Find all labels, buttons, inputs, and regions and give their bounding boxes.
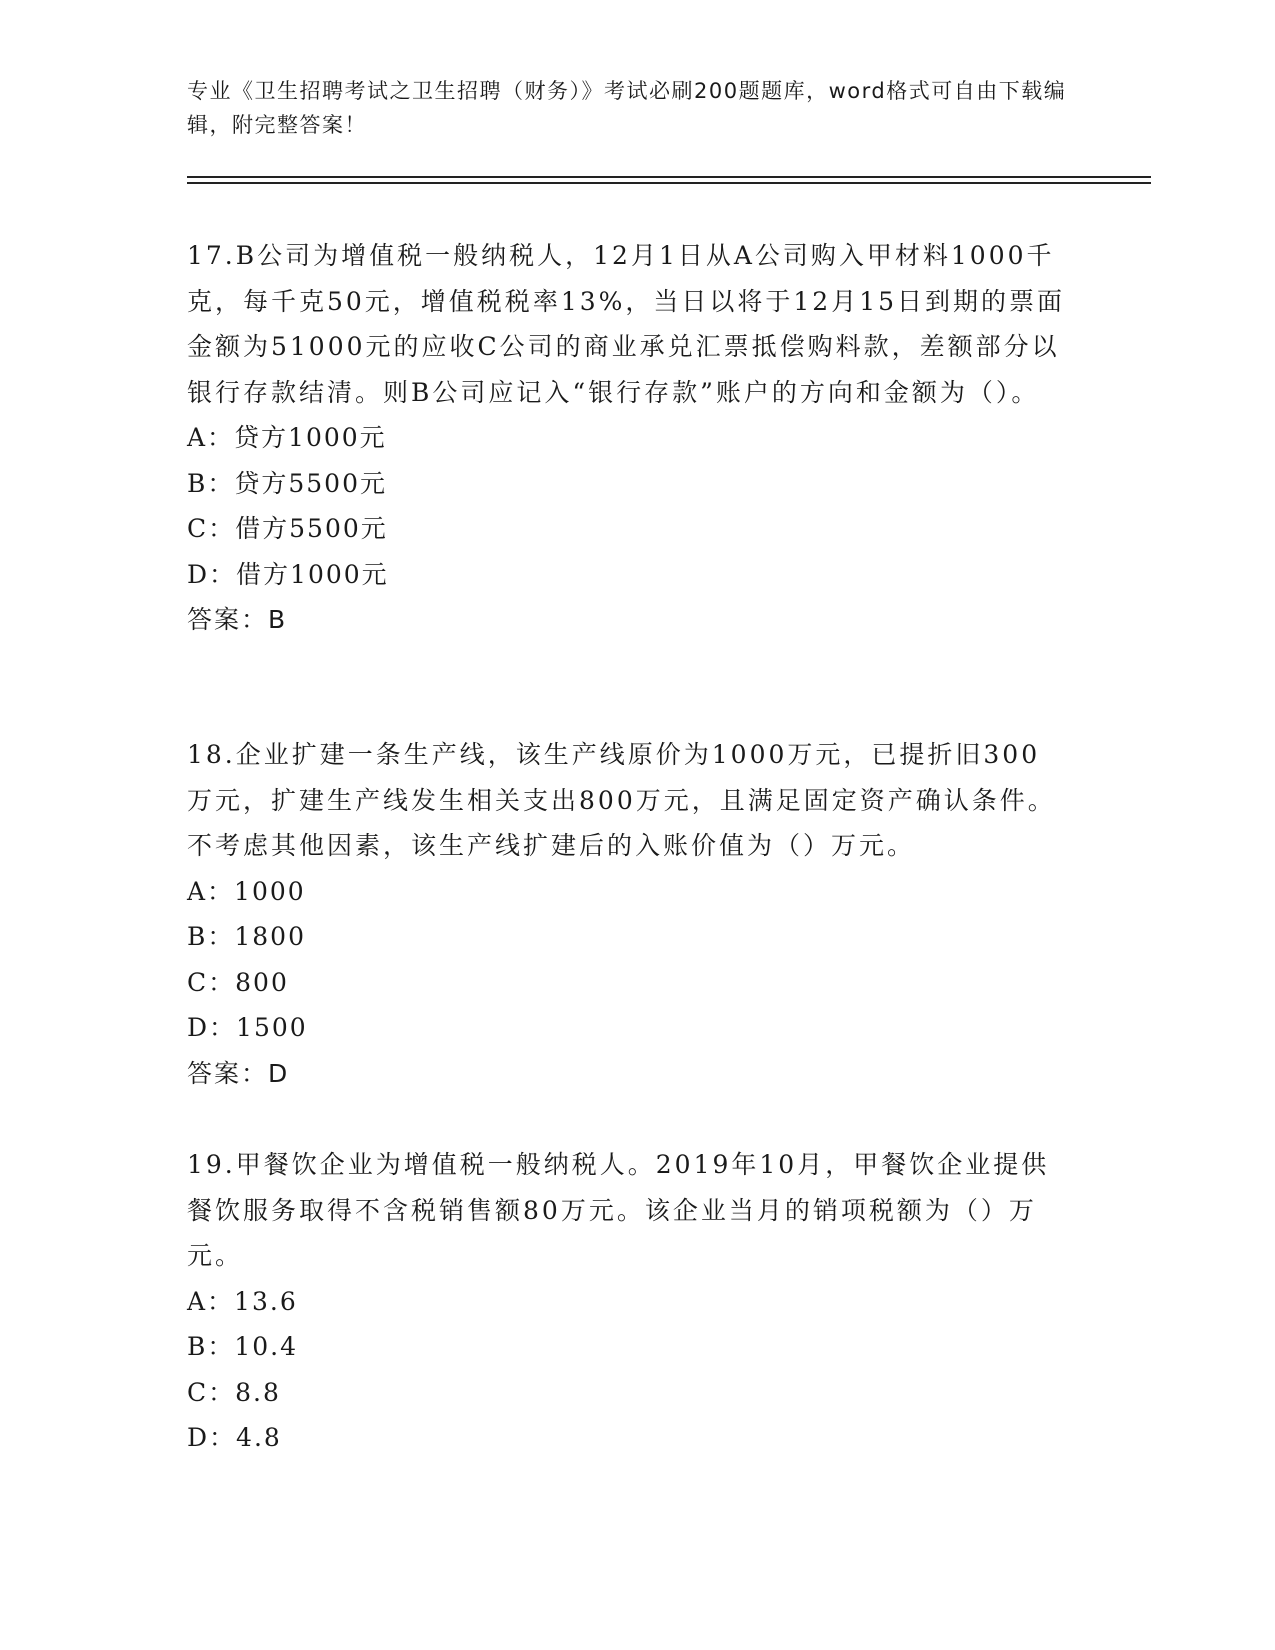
document-header: 专业《卫生招聘考试之卫生招聘（财务）》考试必刷200题题库，word格式可自由下载编辑，附完整答案！: [187, 79, 1067, 137]
option-a: A：13.6: [187, 1286, 298, 1316]
header-rule-top: [187, 176, 1151, 178]
question-17: [187, 233, 1067, 643]
question-19: [187, 1142, 1067, 1461]
option-c: C：8.8: [187, 1377, 281, 1407]
question-stem: 18.企业扩建一条生产线，该生产线原价为1000万元，已提折旧300万元，扩建生产线发生相关支出800万元，且满足固定资产确认条件。不考虑其他因素，该生产线扩建后的入账价值为（）万元。: [187, 740, 1056, 860]
option-d: D：4.8: [187, 1423, 282, 1452]
question-stem: 17.B公司为增值税一般纳税人，12月1日从A公司购入甲材料1000千克，每千克50元，增值税税率13%，当日以将于12月15日到期的票面金额为51000元的应收C公司的商业承兑汇票抵偿购料款，差额部分以银行存款结清。则B公司应记入“银行存款”账户的方向和金额为（）。: [187, 241, 1066, 407]
option-b: B：贷方5500元: [187, 468, 387, 498]
option-c: C：借方5500元: [187, 514, 388, 543]
option-b: B：1800: [187, 922, 306, 951]
option-d: D：1500: [187, 1013, 308, 1042]
option-c: C：800: [187, 967, 289, 997]
option-d: D：借方1000元: [187, 559, 389, 589]
answer: 答案：D: [187, 1058, 290, 1088]
header-rule-bottom: [187, 182, 1151, 184]
option-a: A：贷方1000元: [187, 423, 387, 452]
option-b: B：10.4: [187, 1332, 299, 1361]
question-stem: 19.甲餐饮企业为增值税一般纳税人。2019年10月，甲餐饮企业提供餐饮服务取得不含税销售额80万元。该企业当月的销项税额为（）万元。: [187, 1150, 1050, 1270]
option-a: A：1000: [187, 876, 306, 906]
question-18: [187, 732, 1067, 1096]
answer: 答案：B: [187, 605, 288, 634]
